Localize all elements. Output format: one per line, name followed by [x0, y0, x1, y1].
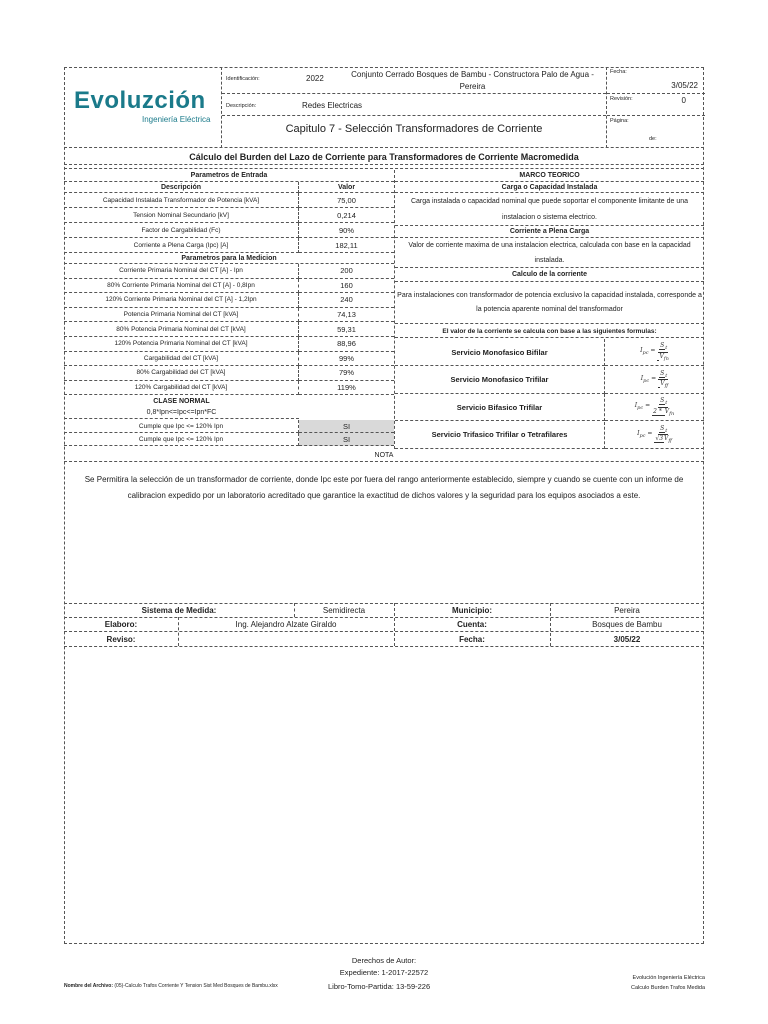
param-desc: 80% Corriente Primaria Nominal del CT [A] - 0,8Ipn	[64, 279, 299, 294]
formula-fraction: $\frac{S_t}{V_{ff}}$	[660, 369, 669, 390]
file-name-row	[64, 983, 278, 989]
param-value: SI	[299, 420, 394, 433]
param-value: 88,96	[299, 337, 394, 352]
id-label: Identificación:	[226, 76, 260, 82]
service-name: Servicio Monofasico Bifilar	[395, 339, 605, 366]
param-desc: Corriente Primaria Nominal del CT [A] - Ipn	[64, 264, 299, 279]
header-divider-1	[222, 93, 606, 94]
param-desc: 80% Cargabilidad del CT [kVA]	[64, 366, 299, 381]
param-desc: Capacidad Instalada Transformador de Potencia [kVA]	[64, 193, 299, 208]
formula-fraction: $\frac{S_t}{√3V_{ff}}$	[655, 424, 672, 445]
s3-text: Para instalaciones con transformador de potencia exclusivo la capacidad instalada, corresponde a la potencia aparente nominal del transformador	[395, 282, 704, 324]
formula-lhs: $I_{pc}$ =	[637, 429, 653, 440]
param-value: 0,214	[299, 208, 394, 223]
formulas-intro: El valor de la corriente se calcula con base a las siguientes formulas:	[395, 325, 704, 338]
revision-label: Revisión:	[610, 96, 633, 102]
formula-fraction: $\frac{S_t}{V_{fn}}$	[659, 342, 669, 362]
sistema-value: Semidirecta	[322, 606, 366, 615]
logo-tagline: Ingeniería Eléctrica	[142, 115, 211, 124]
reviso-label: Reviso:	[106, 634, 136, 644]
formula-lhs: $I_{pc}$ =	[640, 347, 656, 357]
s2-text: Valor de corriente maxima de una instalacion electrica, calculada con base en la capacidad instalada.	[395, 238, 704, 268]
param-desc: 120% Potencia Primaria Nominal del CT [kVA]	[64, 337, 299, 352]
nota-label: NOTA	[374, 451, 394, 459]
param-value: 74,13	[299, 308, 394, 323]
marco-title: MARCO TEORICO	[395, 170, 704, 182]
param-value: 240	[299, 293, 394, 308]
param-value: 119%	[299, 381, 394, 396]
service-name: Servicio Trifasico Trifilar o Tetrafilares	[395, 422, 605, 449]
elaboro-value: Ing. Alejandro Alzate Giraldo	[235, 620, 337, 629]
cuenta-label: Cuenta:	[457, 620, 487, 629]
param-value: 200	[299, 264, 394, 279]
copyright-line1: Derechos de Autor:	[351, 956, 417, 965]
param-desc: Cumple que Ipc <= 120% Ipn	[64, 433, 299, 446]
param-desc: Corriente a Plena Carga (Ipc) [A]	[64, 238, 299, 253]
header-block	[64, 67, 704, 148]
param-value: 182,11	[299, 238, 394, 253]
company-logo	[74, 87, 206, 115]
logo-vo: vo	[90, 87, 120, 114]
s1-text: Carga instalada o capacidad nominal que puede soportar el componente limitante de una instalacion o sistema electrico.	[395, 194, 704, 226]
desc-value: Redes Electricas	[302, 101, 363, 110]
desc-label: Descripción:	[226, 103, 257, 109]
municipio-label: Municipio:	[452, 606, 492, 615]
de-label: de:	[649, 136, 657, 142]
right-divider-2	[607, 115, 705, 116]
footer-table	[64, 603, 704, 660]
param-desc: Cargabilidad del CT [kVA]	[64, 352, 299, 367]
clase-condition: 0,8*Ipn<=Ipc<=Ipn*FC	[64, 406, 299, 419]
s1-title: Carga o Capacidad Instalada	[395, 182, 704, 193]
copyright-line3: Libro-Tomo-Partida: 13-59-226	[328, 982, 431, 991]
service-formula	[605, 394, 704, 421]
ft-line3	[64, 646, 704, 647]
formula-fraction: $\frac{S_t}{2 * V_{fn}}$	[653, 397, 675, 417]
logo-e: E	[74, 87, 91, 114]
main-title-spacer	[64, 165, 704, 169]
service-name: Servicio Bifasico Trifilar	[395, 394, 605, 421]
clase-title: CLASE NORMAL	[153, 397, 210, 405]
right-footer-2: Calculo Burden Trafos Medida	[631, 985, 705, 991]
right-cells	[606, 67, 704, 148]
param-value: 99%	[299, 352, 394, 367]
copyright-block	[284, 955, 484, 979]
meas-params-title: Parametros para la Medicion	[64, 253, 394, 264]
fecha-label: Fecha:	[610, 69, 627, 75]
municipio-value: Pereira	[614, 606, 640, 615]
col-val-header: Valor	[299, 182, 394, 193]
service-formula	[605, 367, 704, 394]
footer-fecha-value: 3/05/22	[613, 634, 641, 644]
col-desc-header: Descripción	[64, 182, 299, 193]
sistema-label: Sistema de Medida:	[141, 606, 217, 615]
service-name: Servicio Monofasico Trifilar	[395, 367, 605, 394]
project-name: Conjunto Cerrado Bosques de Bambu - Constructora Palo de Agua - Pereira	[351, 70, 594, 91]
param-value: 90%	[299, 223, 394, 238]
s3-title: Calculo de la corriente	[395, 268, 704, 282]
copyright-line2: Expediente: 1-2017-22572	[339, 968, 429, 977]
pagina-label: Página:	[610, 118, 629, 124]
param-value: SI	[299, 433, 394, 446]
param-desc: Tension Nominal Secundario [kV]	[64, 208, 299, 223]
param-desc: 120% Cargabilidad del CT [kVA]	[64, 381, 299, 396]
input-params-title: Parametros de Entrada	[64, 170, 394, 182]
note-paragraph: Se Permitira la selección de un transformador de corriente, donde Ipc este por fuera del rango anteriormente establecido, siempre y cuando se cuente con un informe de calibracion expedido por un laboratorio acreditado que garantice la exactitud de dichos valores y la seguridad para los equipos asociados a este.	[84, 475, 684, 500]
file-value: (05)-Calculo Trafos Corriente Y Tension Sist Med Bosques de Bambu.xlsx	[114, 983, 278, 989]
param-desc: Cumple que Ipc <= 120% Ipn	[64, 420, 299, 433]
formula-lhs: $I_{pc}$ =	[634, 402, 651, 412]
logo-cell	[64, 67, 222, 148]
fecha-value: 3/05/22	[671, 81, 698, 90]
main-title: Cálculo del Burden del Lazo de Corriente para Transformadores de Corriente Macromedida	[64, 149, 704, 165]
reviso-value	[178, 632, 394, 646]
formula-lhs: $I_{pc}$ =	[640, 374, 657, 385]
logo-rest: luzción	[119, 87, 206, 114]
param-desc: Potencia Primaria Nominal del CT [kVA]	[64, 308, 299, 323]
right-divider-1	[607, 93, 705, 94]
chapter-title: Capitulo 7 - Selección Transformadores de Corriente	[285, 123, 543, 135]
right-footer-1: Evolución Ingeniería Eléctrica	[632, 975, 705, 981]
param-value: 59,31	[299, 322, 394, 337]
footer-fecha-label: Fecha:	[459, 634, 485, 644]
param-value: 79%	[299, 366, 394, 381]
service-formula	[605, 422, 704, 449]
elaboro-label: Elaboro:	[104, 620, 138, 629]
cuenta-value: Bosques de Bambu	[592, 620, 662, 629]
right-footer	[631, 973, 705, 993]
nota-divider	[64, 461, 704, 462]
service-formula	[605, 339, 704, 366]
param-desc: Factor de Cargabilidad (Fc)	[64, 223, 299, 238]
file-label: Nombre del Archivo:	[64, 983, 113, 989]
id-value: 2022	[306, 74, 324, 83]
header-divider-2	[222, 115, 606, 116]
param-value: 75,00	[299, 193, 394, 208]
s2-title: Corriente a Plena Carga	[395, 226, 704, 238]
param-desc: 120% Corriente Primaria Nominal del CT [A] - 1,2Ipn	[64, 293, 299, 308]
revision-value: 0	[681, 96, 686, 105]
param-desc: 80% Potencia Primaria Nominal del CT [kVA]	[64, 322, 299, 337]
param-value: 160	[299, 279, 394, 294]
